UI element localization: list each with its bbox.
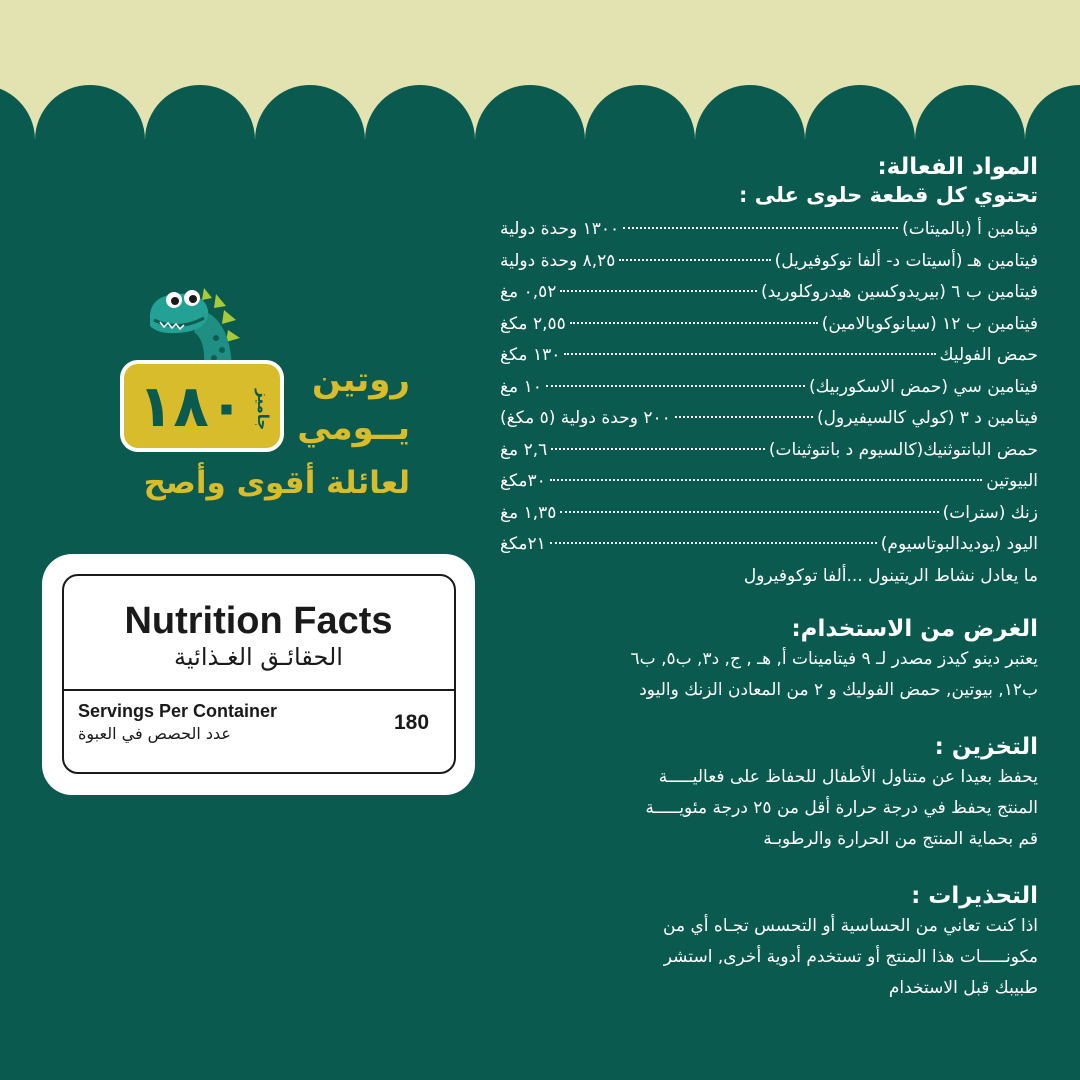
dinosaur-mascot-icon (142, 280, 252, 370)
ingredient-name: حمض الفوليك (939, 345, 1038, 365)
storage-heading: التخزين : (934, 733, 1038, 760)
promo-line-family: لعائلة أقوى وأصح (143, 465, 410, 501)
count-badge (120, 360, 284, 452)
dot-leader (619, 258, 770, 261)
ingredient-row (500, 277, 1038, 309)
ingredient-amount: ١٣٠ مكغ (500, 345, 561, 365)
servings-value: 180 (394, 711, 430, 734)
ingredient-row (500, 498, 1038, 530)
scalloped-top-band (0, 0, 1080, 150)
ingredient-row (500, 435, 1038, 467)
storage-section (500, 732, 1038, 855)
dot-leader (570, 321, 818, 324)
storage-line: يحفظ بعيدا عن متناول الأطفال للحفاظ على فعاليـــــة (658, 766, 1038, 787)
nutrition-title: Nutrition Facts (124, 600, 393, 642)
storage-line: قم بحماية المنتج من الحرارة والرطوبـة (763, 828, 1038, 849)
ingredient-row (500, 309, 1038, 341)
dot-leader (550, 478, 982, 481)
ingredients-footnote: ما يعادل نشاط الريتينول ...ألفا توكوفيرول (743, 565, 1038, 586)
warnings-line: اذا كنت تعاني من الحساسية أو التحسس تجـاه أي من (663, 915, 1038, 936)
ingredient-amount: ١٣٠٠ وحدة دولية (500, 219, 620, 239)
ingredient-amount: ١,٣٥ مغ (500, 502, 557, 523)
servings-label: Servings Per Container (78, 701, 278, 721)
ingredient-amount: ١٠ مغ (500, 376, 542, 397)
ingredient-name: اليود (يوديدالبوتاسيوم) (880, 534, 1038, 554)
ingredient-row (500, 246, 1038, 278)
dot-leader (560, 289, 757, 292)
ingredient-amount: ٢,٥٥ مكغ (500, 313, 566, 334)
ingredients-heading: المواد الفعالة: (877, 154, 1038, 180)
badge-unit: جاميز (254, 389, 272, 431)
servings-label-ar: عدد الحصص في العبوة (78, 724, 231, 743)
ingredients-list (500, 214, 1038, 561)
ingredient-name: زنك (سترات) (942, 502, 1038, 523)
ingredient-name: حمض البانتوثنيك(كالسيوم د بانتوثينات) (768, 439, 1038, 460)
ingredient-row (500, 214, 1038, 246)
ingredient-name: فيتامين ب ٦ (بيريدوكسين هيدروكلوريد) (760, 282, 1038, 302)
dot-leader (550, 541, 877, 544)
ingredient-name: فيتامين د ٣ (كولي كالسيفيرول) (817, 408, 1038, 428)
dot-leader (551, 447, 765, 450)
warnings-line: مكونـــــات هذا المنتج أو تستخدم أدوية أخرى, استشر (663, 946, 1038, 967)
nutrition-facts-card (42, 554, 475, 795)
warnings-section (500, 881, 1038, 1004)
storage-line: المنتج يحفظ في درجة حرارة أقل من ٢٥ درجة مئويـــــة (645, 797, 1038, 818)
badge-number: ١٨٠ (138, 372, 245, 440)
ingredient-row (500, 403, 1038, 435)
warnings-line: طبيبك قبل الاستخدام (888, 977, 1038, 998)
ingredient-amount: ٢,٦ مغ (500, 439, 548, 460)
ingredient-name: فيتامين سي (حمض الاسكوربيك) (808, 376, 1038, 397)
promo-line-routine: روتين (312, 360, 410, 400)
nutrition-divider (62, 689, 456, 691)
purpose-line: ب١٢, بيوتين, حمض الفوليك و ٢ من المعادن الزنك واليود (639, 679, 1038, 700)
dot-leader (560, 510, 938, 513)
ingredient-name: فيتامين أ (بالميتات) (902, 219, 1038, 239)
purpose-heading: الغرض من الاستخدام: (791, 615, 1038, 642)
ingredient-amount: ٣٠مكغ (500, 471, 546, 491)
ingredient-row (500, 529, 1038, 561)
ingredient-row (500, 340, 1038, 372)
purpose-line: يعتبر دينو كيدز مصدر لـ ٩ فيتامينات أ, هـ , ج, د٣, ب٥, ب٦ (630, 648, 1038, 669)
ingredients-subheading: تحتوي كل قطعة حلوى على : (739, 183, 1038, 207)
ingredient-row (500, 466, 1038, 498)
dot-leader (564, 352, 935, 355)
warnings-heading: التحذيرات : (911, 882, 1038, 909)
ingredient-name: البيوتين (986, 471, 1038, 491)
ingredient-amount: ٨,٢٥ وحدة دولية (500, 250, 616, 271)
promo-block (110, 280, 410, 520)
purpose-section (500, 614, 1038, 706)
ingredient-amount: ٢٠٠ وحدة دولية (٥ مكغ) (500, 408, 671, 428)
ingredient-amount: ٢١مكغ (500, 534, 546, 554)
dot-leader (675, 415, 813, 418)
ingredient-name: فيتامين هـ (أسيتات د- ألفا توكوفيريل) (774, 250, 1038, 271)
promo-line-daily: يــومي (297, 408, 410, 448)
product-info (500, 152, 1038, 1004)
ingredient-name: فيتامين ب ١٢ (سيانوكوبالامين) (821, 313, 1038, 334)
ingredient-row (500, 372, 1038, 404)
nutrition-title-ar: الحقائـق الغـذائية (174, 643, 343, 671)
ingredient-amount: ٠,٥٢ مغ (500, 282, 557, 302)
dot-leader (623, 226, 898, 229)
dot-leader (546, 384, 805, 387)
